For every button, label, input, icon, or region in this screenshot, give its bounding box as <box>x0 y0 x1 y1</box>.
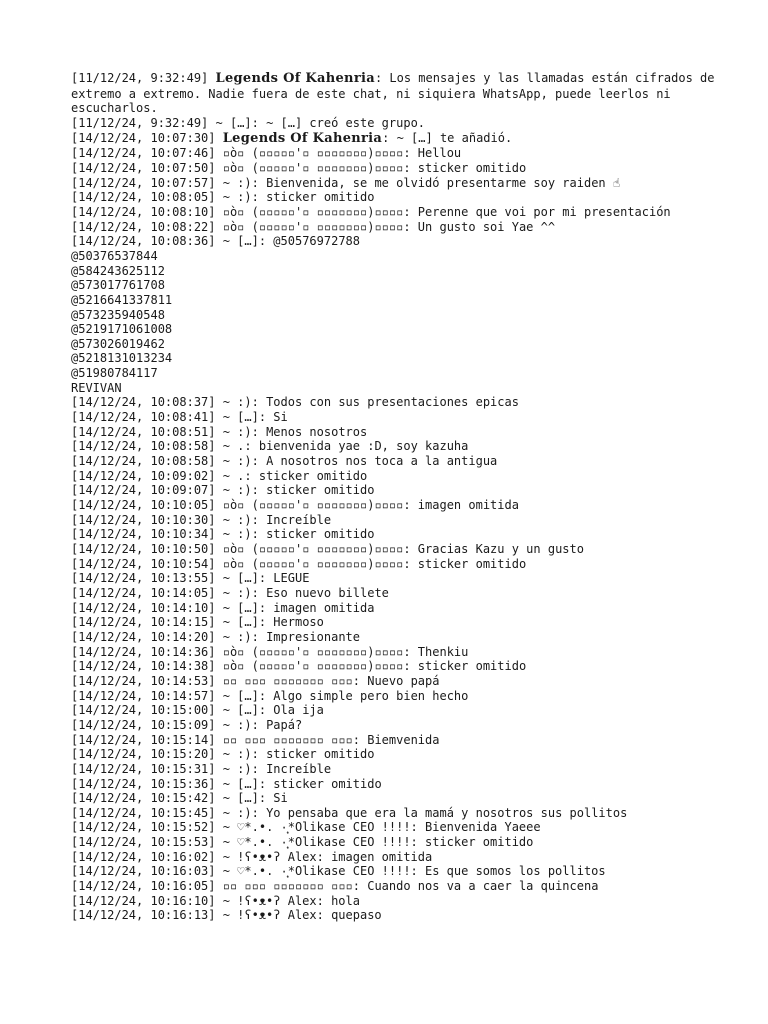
message-line <box>71 615 721 630</box>
message-text: ~ :): Papá? <box>222 717 303 732</box>
message-timestamp: [14/12/24, 10:15:52] <box>71 820 216 835</box>
message-timestamp: [14/12/24, 10:15:31] <box>71 761 216 776</box>
message-line <box>71 908 721 923</box>
message-line <box>71 820 721 835</box>
message-sender: Legends Of Kahenria <box>222 130 383 146</box>
message-timestamp: [14/12/24, 10:15:42] <box>71 791 216 806</box>
message-timestamp: [14/12/24, 10:07:30] <box>71 130 216 145</box>
message-line <box>71 557 721 572</box>
message-line <box>71 410 721 425</box>
message-timestamp: [11/12/24, 9:32:49] <box>71 115 209 130</box>
message-line <box>71 454 721 469</box>
message-text: ~ ♡*.•. ·̩͙*Olikase CEO !!!!: sticker omitido <box>222 835 534 850</box>
message-line <box>71 498 721 513</box>
message-timestamp: [14/12/24, 10:16:02] <box>71 849 216 864</box>
message-timestamp: [14/12/24, 10:10:54] <box>71 556 216 571</box>
message-timestamp: [14/12/24, 10:14:10] <box>71 600 216 615</box>
message-line <box>71 806 721 821</box>
message-text: ~ […]: sticker omitido <box>222 776 382 791</box>
message-timestamp: [14/12/24, 10:10:30] <box>71 512 216 527</box>
message-line <box>71 645 721 660</box>
message-text: ▫ò▫ (▫▫▫▫▫'▫ ▫▫▫▫▫▫▫)▫▫▫▫: sticker omitido <box>222 160 527 175</box>
message-text: ~ […]: imagen omitida <box>222 600 375 615</box>
message-text: ~ :): Todos con sus presentaciones epicas <box>222 395 519 410</box>
message-timestamp: [14/12/24, 10:07:57] <box>71 175 216 190</box>
message-line <box>71 777 721 792</box>
message-text: ~ :): sticker omitido <box>222 483 375 498</box>
message-text: ~ […]: @50576972788 @50376537844 @584243625112 @573017761708 @5216641337811 @573235940548 @5219171061008 @573026019462 @5218131013234 @51980784117 REVIVAN <box>71 234 361 395</box>
message-text: ▫ò▫ (▫▫▫▫▫'▫ ▫▫▫▫▫▫▫)▫▫▫▫: Un gusto soi Yae ^^ <box>222 219 556 234</box>
message-line <box>71 659 721 674</box>
message-text: ▫▫ ▫▫▫ ▫▫▫▫▫▫▫ ▫▫▫: Cuando nos va a caer la quincena <box>222 879 599 894</box>
message-text: ~ […]: Si <box>222 791 288 806</box>
message-line <box>71 894 721 909</box>
message-text: ▫ò▫ (▫▫▫▫▫'▫ ▫▫▫▫▫▫▫)▫▫▫▫: sticker omitido <box>222 659 527 674</box>
message-line <box>71 425 721 440</box>
message-text: ▫▫ ▫▫▫ ▫▫▫▫▫▫▫ ▫▫▫: Nuevo papá <box>222 673 440 688</box>
message-text: ~ .: bienvenida yae :D, soy kazuha <box>222 439 469 454</box>
message-timestamp: [14/12/24, 10:13:55] <box>71 571 216 586</box>
message-line <box>71 542 721 557</box>
message-line <box>71 116 721 131</box>
message-line <box>71 571 721 586</box>
message-text: ~ :): Impresionante <box>222 629 361 644</box>
message-line <box>71 234 721 395</box>
message-text: ▫▫ ▫▫▫ ▫▫▫▫▫▫▫ ▫▫▫: Biemvenida <box>222 732 440 747</box>
message-list <box>71 71 721 923</box>
message-timestamp: [14/12/24, 10:10:50] <box>71 542 216 556</box>
message-text: ~ :): sticker omitido <box>222 747 375 762</box>
message-line <box>71 586 721 601</box>
message-text: ~ !ʕ•ᴥ•ʔ Alex: imagen omitida <box>222 849 433 864</box>
message-line: [11/12/24, 9:32:49] Legends Of Kahenria: Los mensajes y las llamadas están cifrados de extremo a extremo. Nadie fuera de este chat, ni siquiera WhatsApp, puede leerlos ni escucharlos. <box>71 71 722 116</box>
message-timestamp: [11/12/24, 9:32:49] <box>71 71 209 85</box>
message-text: ~ ♡*.•. ·̩͙*Olikase CEO !!!!: Bienvenida Yaeee <box>222 820 541 835</box>
message-text: ▫ò▫ (▫▫▫▫▫'▫ ▫▫▫▫▫▫▫)▫▫▫▫: sticker omitido <box>222 556 527 571</box>
message-text: ~ :): sticker omitido <box>222 190 375 205</box>
message-timestamp: [14/12/24, 10:10:05] <box>71 498 216 513</box>
message-text: ~ !ʕ•ᴥ•ʔ Alex: hola <box>222 893 360 908</box>
message-text: ~ :): Increíble <box>222 761 332 776</box>
message-timestamp: [14/12/24, 10:14:36] <box>71 644 216 659</box>
message-text: ~ […]: Hermoso <box>222 615 324 630</box>
message-line <box>71 762 721 777</box>
message-timestamp: [14/12/24, 10:08:51] <box>71 424 216 439</box>
message-timestamp: [14/12/24, 10:09:02] <box>71 468 216 483</box>
message-line <box>71 864 721 879</box>
message-text: ~ :): Bienvenida, se me olvidó presentarme soy raiden ☝ <box>222 175 621 190</box>
message-text: ~ :): Menos nosotros <box>222 424 368 439</box>
message-text: ▫ò▫ (▫▫▫▫▫'▫ ▫▫▫▫▫▫▫)▫▫▫▫: Thenkiu <box>222 644 469 659</box>
message-timestamp: [14/12/24, 10:14:53] <box>71 673 216 688</box>
message-timestamp: [14/12/24, 10:08:58] <box>71 454 216 469</box>
message-line <box>71 733 721 748</box>
message-timestamp: [14/12/24, 10:15:00] <box>71 703 216 718</box>
message-timestamp: [14/12/24, 10:08:36] <box>71 234 216 249</box>
message-line <box>71 630 721 645</box>
message-line <box>71 513 721 528</box>
message-line <box>71 146 721 161</box>
message-line <box>71 674 721 689</box>
message-line <box>71 703 721 718</box>
message-timestamp: [14/12/24, 10:14:57] <box>71 688 216 703</box>
message-text: ~ […]: Si <box>222 410 288 425</box>
message-timestamp: [14/12/24, 10:16:05] <box>71 879 216 894</box>
message-timestamp: [14/12/24, 10:08:37] <box>71 395 216 410</box>
message-text: ~ […]: ~ […] creó este grupo. <box>215 115 426 130</box>
message-timestamp: [14/12/24, 10:14:38] <box>71 659 216 674</box>
message-line <box>71 220 721 235</box>
message-timestamp: [14/12/24, 10:16:03] <box>71 864 216 879</box>
message-timestamp: [14/12/24, 10:14:20] <box>71 629 216 644</box>
message-timestamp: [14/12/24, 10:08:05] <box>71 190 216 205</box>
message-text: ~ :): sticker omitido <box>222 527 375 542</box>
message-text: ~ […]: Algo simple pero bien hecho <box>222 688 469 703</box>
message-text: ▫ò▫ (▫▫▫▫▫'▫ ▫▫▫▫▫▫▫)▫▫▫▫: imagen omitida <box>222 498 519 513</box>
message-text: ~ .: sticker omitido <box>222 468 368 483</box>
message-timestamp: [14/12/24, 10:07:50] <box>71 160 216 175</box>
message-text: ~ :): Eso nuevo billete <box>222 585 389 600</box>
message-timestamp: [14/12/24, 10:14:05] <box>71 585 216 600</box>
message-timestamp: [14/12/24, 10:15:14] <box>71 732 216 747</box>
message-line <box>71 879 721 894</box>
message-line <box>71 850 721 865</box>
chat-transcript <box>71 71 721 923</box>
message-timestamp: [14/12/24, 10:08:22] <box>71 219 216 234</box>
message-timestamp: [14/12/24, 10:09:07] <box>71 483 216 498</box>
message-text: ▫ò▫ (▫▫▫▫▫'▫ ▫▫▫▫▫▫▫)▫▫▫▫: Perenne que voi por mi presentación <box>222 204 671 219</box>
message-line <box>71 469 721 484</box>
message-line <box>71 601 721 616</box>
message-line <box>71 205 721 220</box>
message-line <box>71 527 721 542</box>
message-line <box>71 689 721 704</box>
message-line <box>71 791 721 806</box>
message-timestamp: [14/12/24, 10:15:53] <box>71 835 216 850</box>
message-text: ~ :): Increíble <box>222 512 332 527</box>
message-text: Los mensajes y las llamadas están cifrados de extremo a extremo. Nadie fuera de este chat, ni siquiera WhatsApp, puede leerlos ni escucharlos. <box>71 71 722 116</box>
message-sender: Legends Of Kahenria <box>215 71 375 86</box>
message-text: ~ !ʕ•ᴥ•ʔ Alex: quepaso <box>222 908 382 923</box>
message-text: ~ […]: Ola ija <box>222 703 324 718</box>
message-line <box>71 176 721 191</box>
message-timestamp: [14/12/24, 10:14:15] <box>71 615 216 630</box>
message-timestamp: [14/12/24, 10:16:13] <box>71 908 216 923</box>
message-timestamp: [14/12/24, 10:08:58] <box>71 439 216 454</box>
message-line <box>71 747 721 762</box>
message-line: [14/12/24, 10:07:30] Legends Of Kahenria: ~ […] te añadió. <box>71 130 513 146</box>
message-line <box>71 161 721 176</box>
message-text: ~ :): A nosotros nos toca a la antigua <box>222 454 498 469</box>
message-text: ~ […]: LEGUE <box>222 571 310 586</box>
message-line <box>71 439 721 454</box>
message-line <box>71 835 721 850</box>
message-line <box>71 395 721 410</box>
message-line <box>71 718 721 733</box>
message-text: ~ :): Yo pensaba que era la mamá y nosotros sus pollitos <box>222 805 628 820</box>
message-line <box>71 483 721 498</box>
message-timestamp: [14/12/24, 10:08:10] <box>71 204 216 219</box>
message-timestamp: [14/12/24, 10:15:36] <box>71 776 216 791</box>
message-text: ~ ♡*.•. ·̩͙*Olikase CEO !!!!: Es que somos los pollitos <box>222 864 606 879</box>
message-timestamp: [14/12/24, 10:15:45] <box>71 805 216 820</box>
message-line <box>71 190 721 205</box>
message-timestamp: [14/12/24, 10:16:10] <box>71 893 216 908</box>
message-timestamp: [14/12/24, 10:10:34] <box>71 527 216 542</box>
message-timestamp: [14/12/24, 10:07:46] <box>71 146 216 161</box>
message-text: ▫ò▫ (▫▫▫▫▫'▫ ▫▫▫▫▫▫▫)▫▫▫▫: Gracias Kazu y un gusto <box>222 542 584 556</box>
message-timestamp: [14/12/24, 10:15:20] <box>71 747 216 762</box>
message-text: ▫ò▫ (▫▫▫▫▫'▫ ▫▫▫▫▫▫▫)▫▫▫▫: Hellou <box>222 146 462 161</box>
message-timestamp: [14/12/24, 10:15:09] <box>71 717 216 732</box>
message-timestamp: [14/12/24, 10:08:41] <box>71 410 216 425</box>
message-text: ~ […] te añadió. <box>396 130 513 145</box>
